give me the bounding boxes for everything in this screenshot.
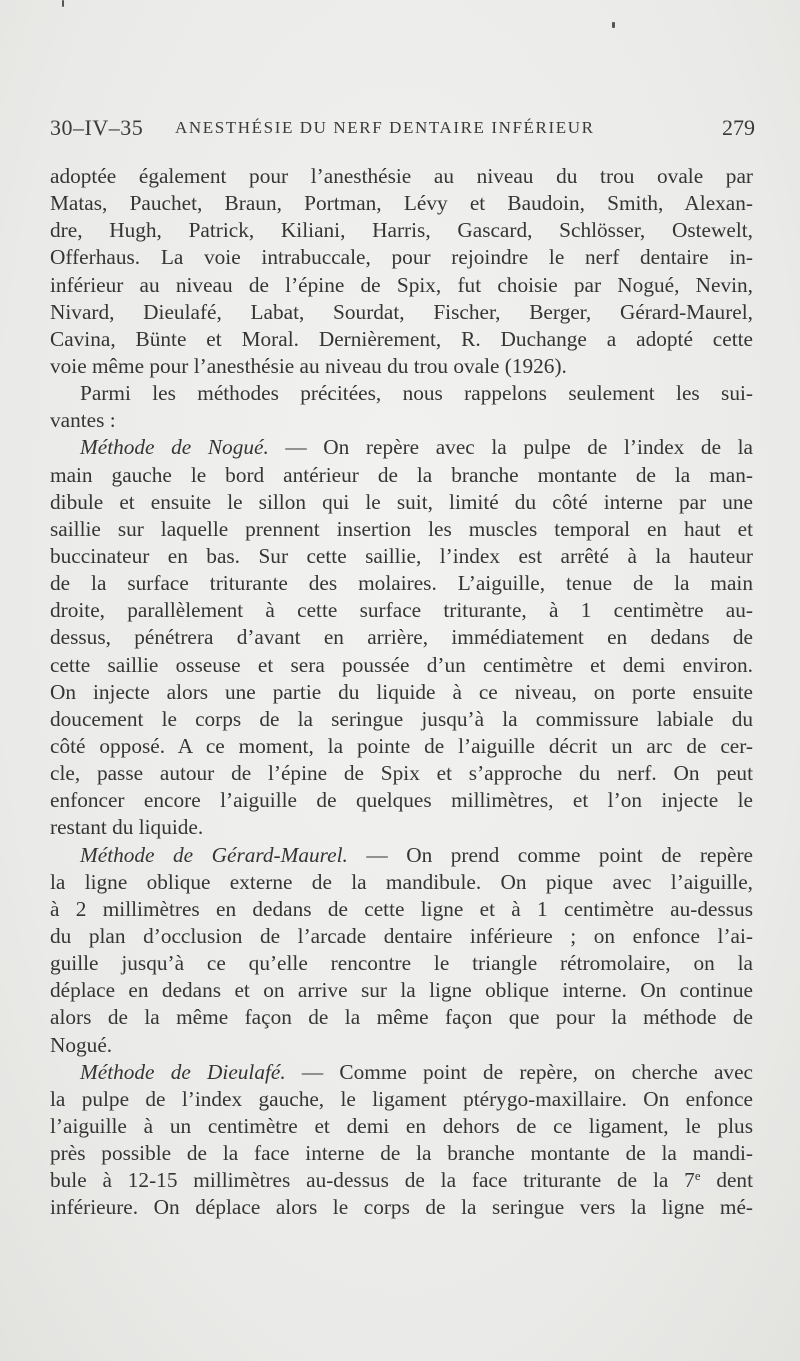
text-line — [50, 1140, 753, 1167]
method-heading: Méthode de Nogué. — [80, 435, 269, 460]
text-line — [50, 896, 753, 923]
text-line — [50, 570, 753, 597]
line-text: enfoncer encore l’aiguille de quelques millimètres, et l’on injecte le — [50, 788, 753, 813]
text-line — [50, 516, 753, 543]
text-line — [50, 706, 753, 733]
line-text: dibule et ensuite le sillon qui le suit, limité du côté interne par une — [50, 489, 753, 514]
line-text: la pulpe de l’index gauche, le ligament ptérygo-maxillaire. On enfonce — [50, 1086, 753, 1111]
line-text: buccinateur en bas. Sur cette saillie, l’index est arrêté à la hauteur — [50, 543, 753, 568]
line-text: vantes : — [50, 408, 116, 433]
line-text: droite, parallèlement à cette surface triturante, à 1 centimètre au- — [50, 598, 753, 623]
text-line — [50, 163, 753, 190]
line-text: près possible de la face interne de la branche montante de la mandi- — [50, 1141, 753, 1166]
ink-speck — [62, 0, 64, 7]
text-line — [50, 299, 753, 326]
text-line — [50, 380, 753, 407]
text-line — [50, 842, 753, 869]
line-text: côté opposé. A ce moment, la pointe de l’aiguille décrit un arc de cer- — [50, 733, 753, 758]
line-text: la ligne oblique externe de la mandibule. On pique avec l’aiguille, — [50, 869, 753, 894]
text-line — [50, 597, 753, 624]
text-line — [50, 624, 753, 651]
text-line — [50, 489, 753, 516]
line-text: cle, passe autour de l’épine de Spix et s’approche du nerf. On peut — [50, 761, 753, 786]
line-text: à 2 millimètres en dedans de cette ligne et à 1 centimètre au-dessus — [50, 896, 753, 921]
line-text: dessus, pénétrera d’avant en arrière, immédiatement en dedans de — [50, 625, 753, 650]
method-heading: Méthode de Dieulafé. — [80, 1059, 286, 1084]
text-line — [50, 272, 753, 299]
text-line — [50, 326, 753, 353]
text-line — [50, 1032, 753, 1059]
text-line — [50, 353, 753, 380]
text-line — [50, 1004, 753, 1031]
ink-speck — [612, 22, 615, 28]
text-line — [50, 1113, 753, 1140]
text-line — [50, 1194, 753, 1221]
line-text: — Comme point de repère, on cherche avec — [285, 1059, 753, 1084]
line-text: de la surface triturante des molaires. L’aiguille, tenue de la main — [50, 571, 753, 596]
text-line — [50, 1086, 753, 1113]
text-line — [50, 1059, 753, 1086]
line-text: Parmi les méthodes précitées, nous rappelons seulement les sui- — [80, 381, 753, 406]
line-text: Offerhaus. La voie intrabuccale, pour rejoindre le nerf dentaire in- — [50, 245, 753, 270]
line-text: déplace en dedans et on arrive sur la ligne oblique interne. On continue — [50, 978, 753, 1003]
line-text: inférieure. On déplace alors le corps de la seringue vers la ligne mé- — [50, 1195, 753, 1220]
text-line — [50, 462, 753, 489]
line-text: restant du liquide. — [50, 815, 204, 840]
issue-date: 30–IV–35 — [50, 115, 144, 140]
line-text-after: dent — [700, 1168, 753, 1193]
line-text: alors de la même façon de la même façon que pour la méthode de — [50, 1005, 753, 1030]
text-line — [50, 869, 753, 896]
running-title: ANESTHÉSIE DU NERF DENTAIRE INFÉRIEUR — [175, 118, 595, 137]
text-line — [50, 679, 753, 706]
line-text: Cavina, Bünte et Moral. Dernièrement, R. Duchange a adopté cette — [50, 326, 753, 351]
line-text: inférieur au niveau de l’épine de Spix, fut choisie par Nogué, Nevin, — [50, 272, 753, 297]
line-text: Matas, Pauchet, Braun, Portman, Lévy et Baudoin, Smith, Alexan- — [50, 191, 753, 216]
text-line — [50, 923, 753, 950]
line-text: — On repère avec la pulpe de l’index de la — [268, 435, 753, 460]
text-line — [50, 950, 753, 977]
line-text: guille jusqu’à ce qu’elle rencontre le triangle rétromolaire, on la — [50, 951, 753, 976]
text-line — [50, 814, 753, 841]
text-line — [50, 190, 753, 217]
line-text: adoptée également pour l’anesthésie au niveau du trou ovale par — [50, 164, 753, 188]
line-text: Nivard, Dieulafé, Labat, Sourdat, Fischer, Berger, Gérard-Maurel, — [50, 299, 753, 324]
text-line — [50, 760, 753, 787]
page-number: 279 — [722, 115, 755, 140]
method-heading: Méthode de Gérard-Maurel. — [80, 842, 348, 867]
text-line — [50, 244, 753, 271]
line-text: main gauche le bord antérieur de la branche montante de la man- — [50, 462, 753, 487]
line-text: dre, Hugh, Patrick, Kiliani, Harris, Gascard, Schlösser, Ostewelt, — [50, 218, 753, 243]
line-text: saillie sur laquelle prennent insertion les muscles temporal en haut et — [50, 516, 753, 541]
text-line — [50, 543, 753, 570]
text-line — [50, 652, 753, 679]
text-line — [50, 787, 753, 814]
line-text: cette saillie osseuse et sera poussée d’un centimètre et demi environ. — [50, 652, 753, 677]
text-line — [50, 434, 753, 461]
running-header — [50, 115, 755, 145]
line-text: On injecte alors une partie du liquide à ce niveau, on porte ensuite — [50, 679, 753, 704]
text-line — [50, 407, 753, 434]
line-text: doucement le corps de la seringue jusqu’à la commissure labiale du — [50, 706, 753, 731]
superscript: e — [694, 1169, 701, 1184]
line-text: Nogué. — [50, 1032, 113, 1057]
line-text: — On prend comme point de repère — [347, 842, 754, 867]
body-text — [50, 163, 753, 1221]
text-line — [50, 733, 753, 760]
line-text: du plan d’occlusion de l’arcade dentaire inférieure ; on enfonce l’ai- — [50, 923, 753, 948]
line-text: bule à 12-15 millimètres au-dessus de la face triturante de la 7 — [50, 1168, 695, 1193]
text-line — [50, 217, 753, 244]
line-text: voie même pour l’anesthésie au niveau du trou ovale (1926). — [50, 353, 567, 378]
line-text: l’aiguille à un centimètre et demi en dehors de ce ligament, le plus — [50, 1113, 753, 1138]
text-line — [50, 977, 753, 1004]
text-line — [50, 1167, 753, 1194]
